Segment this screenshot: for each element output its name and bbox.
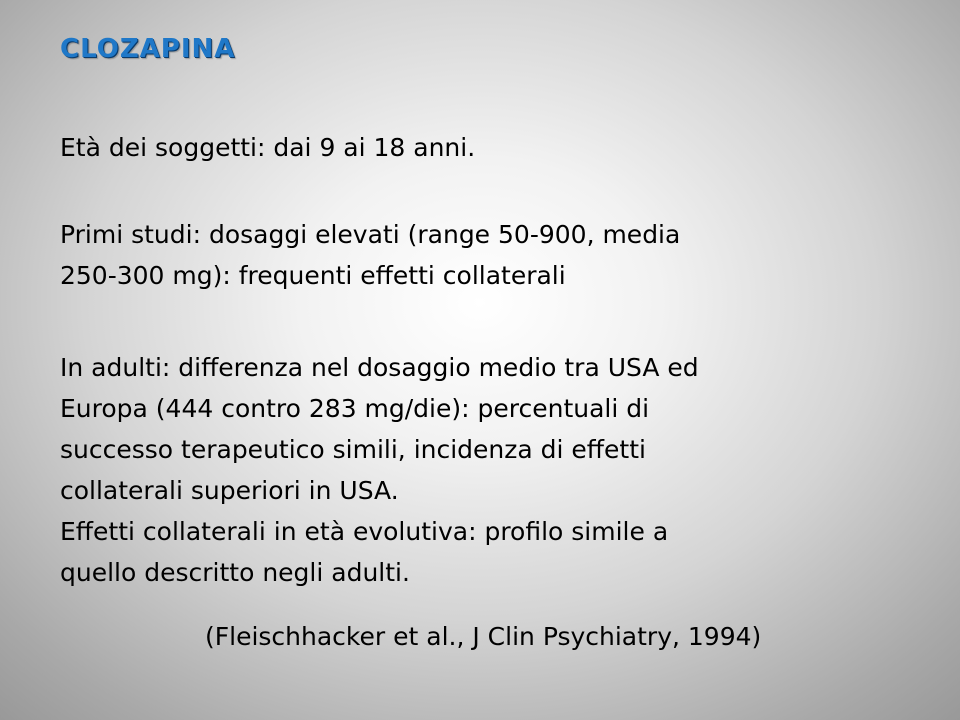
- age-range-text: [60, 127, 920, 168]
- adults-paragraph: [60, 347, 920, 593]
- text-line: 250-300 mg): frequenti effetti collaterali: [60, 261, 566, 290]
- text-line: quello descritto negli adulti.: [60, 558, 410, 587]
- text-line: Effetti collaterali in età evolutiva: profilo simile a: [60, 517, 669, 546]
- text-line: Età dei soggetti: dai 9 ai 18 anni.: [60, 133, 476, 162]
- text-line: In adulti: differenza nel dosaggio medio tra USA ed: [60, 353, 699, 382]
- slide-title: CLOZAPINA: [60, 34, 236, 64]
- first-studies-paragraph: [60, 214, 920, 296]
- text-line: successo terapeutico simili, incidenza di effetti: [60, 435, 646, 464]
- text-line: Europa (444 contro 283 mg/die): percentuali di: [60, 394, 650, 423]
- text-line: collaterali superiori in USA.: [60, 476, 399, 505]
- citation: (Fleischhacker et al., J Clin Psychiatry, 1994): [205, 622, 762, 651]
- text-line: Primi studi: dosaggi elevati (range 50-900, media: [60, 220, 681, 249]
